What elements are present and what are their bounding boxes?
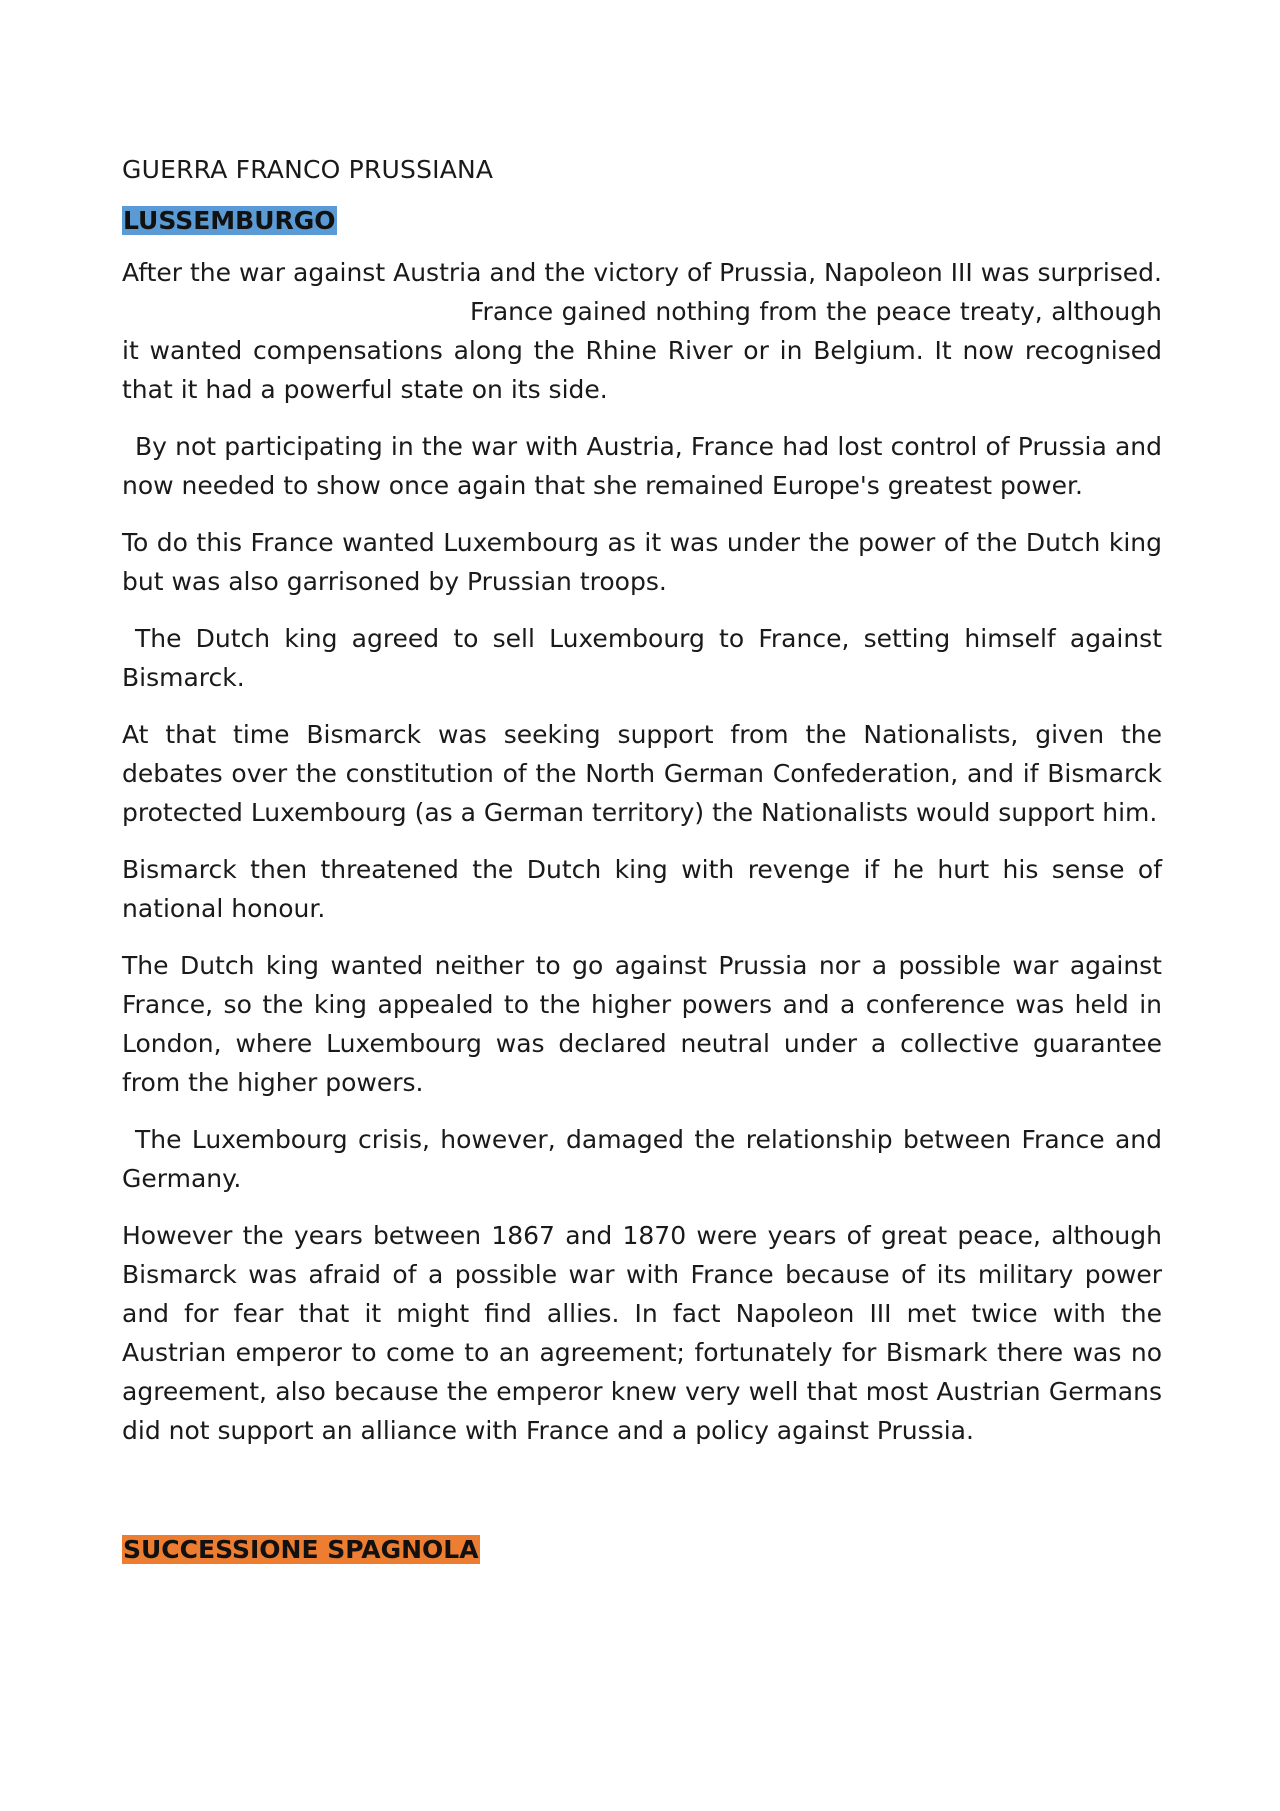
highlighted-heading-text: LUSSEMBURGO [123,206,336,235]
document-page [122,150,1162,1582]
paragraph: However the years between 1867 and 1870 were years of great peace, although Bismarck was afraid of a possible war with France because of its military power and for fear that it might find allies. In fact Napoleon III met twice with the Austrian emperor to come to an agreement; fortunately for Bismark there was no agreement, also because the emperor knew very well that most Austrian Germans did not support an alliance with France and a policy against Prussia. [122,1221,1162,1445]
section-heading-successione-spagnola [122,1534,1162,1566]
paragraph: The Luxembourg crisis, however, damaged the relationship between France and Germany. [122,1125,1162,1193]
paragraph [122,253,1162,409]
paragraph: The Dutch king wanted neither to go against Prussia nor a possible war against France, so the king appealed to the higher powers and a conference was held in London, where Luxembourg was declared neutral under a collective guarantee from the higher powers. [122,951,1162,1097]
document-title: GUERRA FRANCO PRUSSIANA [122,155,494,184]
section-heading-lussemburgo [122,205,1162,237]
paragraph: By not participating in the war with Austria, France had lost control of Prussia and now needed to show once again that she remained Europe's greatest power. [122,432,1162,500]
paragraph: To do this France wanted Luxembourg as it was under the power of the Dutch king but was also garrisoned by Prussian troops. [122,528,1162,596]
paragraph: At that time Bismarck was seeking support from the Nationalists, given the debates over the constitution of the North German Confederation, and if Bismarck protected Luxembourg (as a German territory) the Nationalists would support him. [122,720,1162,827]
paragraph-text: After the war against Austria and the victory of Prussia, Napoleon III was surprised. [122,258,1162,287]
paragraph: Bismarck then threatened the Dutch king with revenge if he hurt his sense of national honour. [122,855,1162,923]
paragraph-text: France gained nothing from the peace treaty, although it wanted compensations along the Rhine River or in Belgium. It now recognised that it had a powerful state on its side. [122,297,1162,404]
paragraph: The Dutch king agreed to sell Luxembourg to France, setting himself against Bismarck. [122,624,1162,692]
highlighted-heading-text: SUCCESSIONE SPAGNOLA [123,1535,479,1564]
